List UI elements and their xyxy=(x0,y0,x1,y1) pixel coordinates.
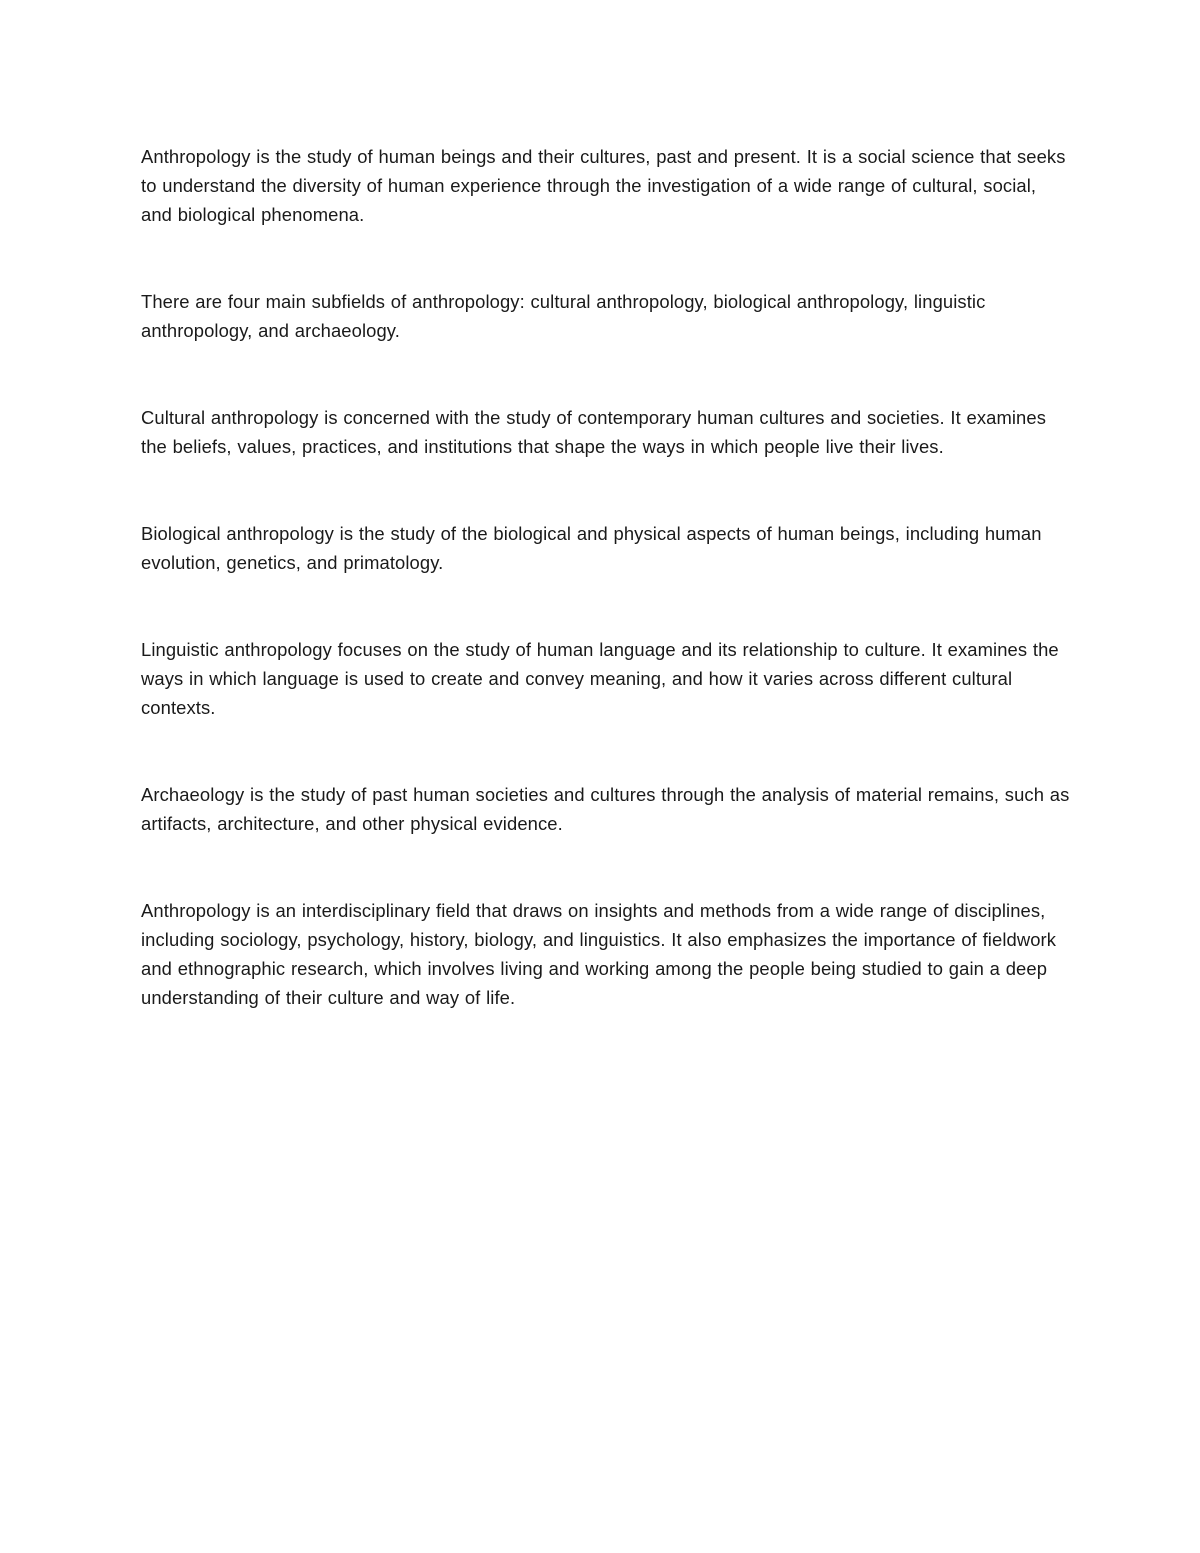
paragraph-cultural: Cultural anthropology is concerned with the study of contemporary human cultures and societies. It examines the beliefs, values, practices, and institutions that shape the ways in which people live their lives. xyxy=(141,407,1047,457)
paragraph-archaeology: Archaeology is the study of past human societies and cultures through the analysis of material remains, such as artifacts, architecture, and other physical evidence. xyxy=(141,784,1070,834)
paragraph-intro: Anthropology is the study of human beings and their cultures, past and present. It is a social science that seeks to understand the diversity of human experience through the investigation of a wide range of cultural, social, and biological phenomena. xyxy=(141,146,1066,225)
paragraph-linguistic: Linguistic anthropology focuses on the study of human language and its relationship to culture. It examines the ways in which language is used to create and convey meaning, and how it varies across different cultural contexts. xyxy=(141,639,1059,718)
paragraph-subfields: There are four main subfields of anthropology: cultural anthropology, biological anthropology, linguistic anthropology, and archaeology. xyxy=(141,291,986,341)
paragraph-interdisciplinary: Anthropology is an interdisciplinary field that draws on insights and methods from a wide range of disciplines, including sociology, psychology, history, biology, and linguistics. It also emphasizes the importance of fieldwork and ethnographic research, which involves living and working among the people being studied to gain a deep understanding of their culture and way of life. xyxy=(141,900,1057,1008)
document-body xyxy=(141,142,1071,1012)
paragraph-biological: Biological anthropology is the study of the biological and physical aspects of human beings, including human evolution, genetics, and primatology. xyxy=(141,523,1042,573)
